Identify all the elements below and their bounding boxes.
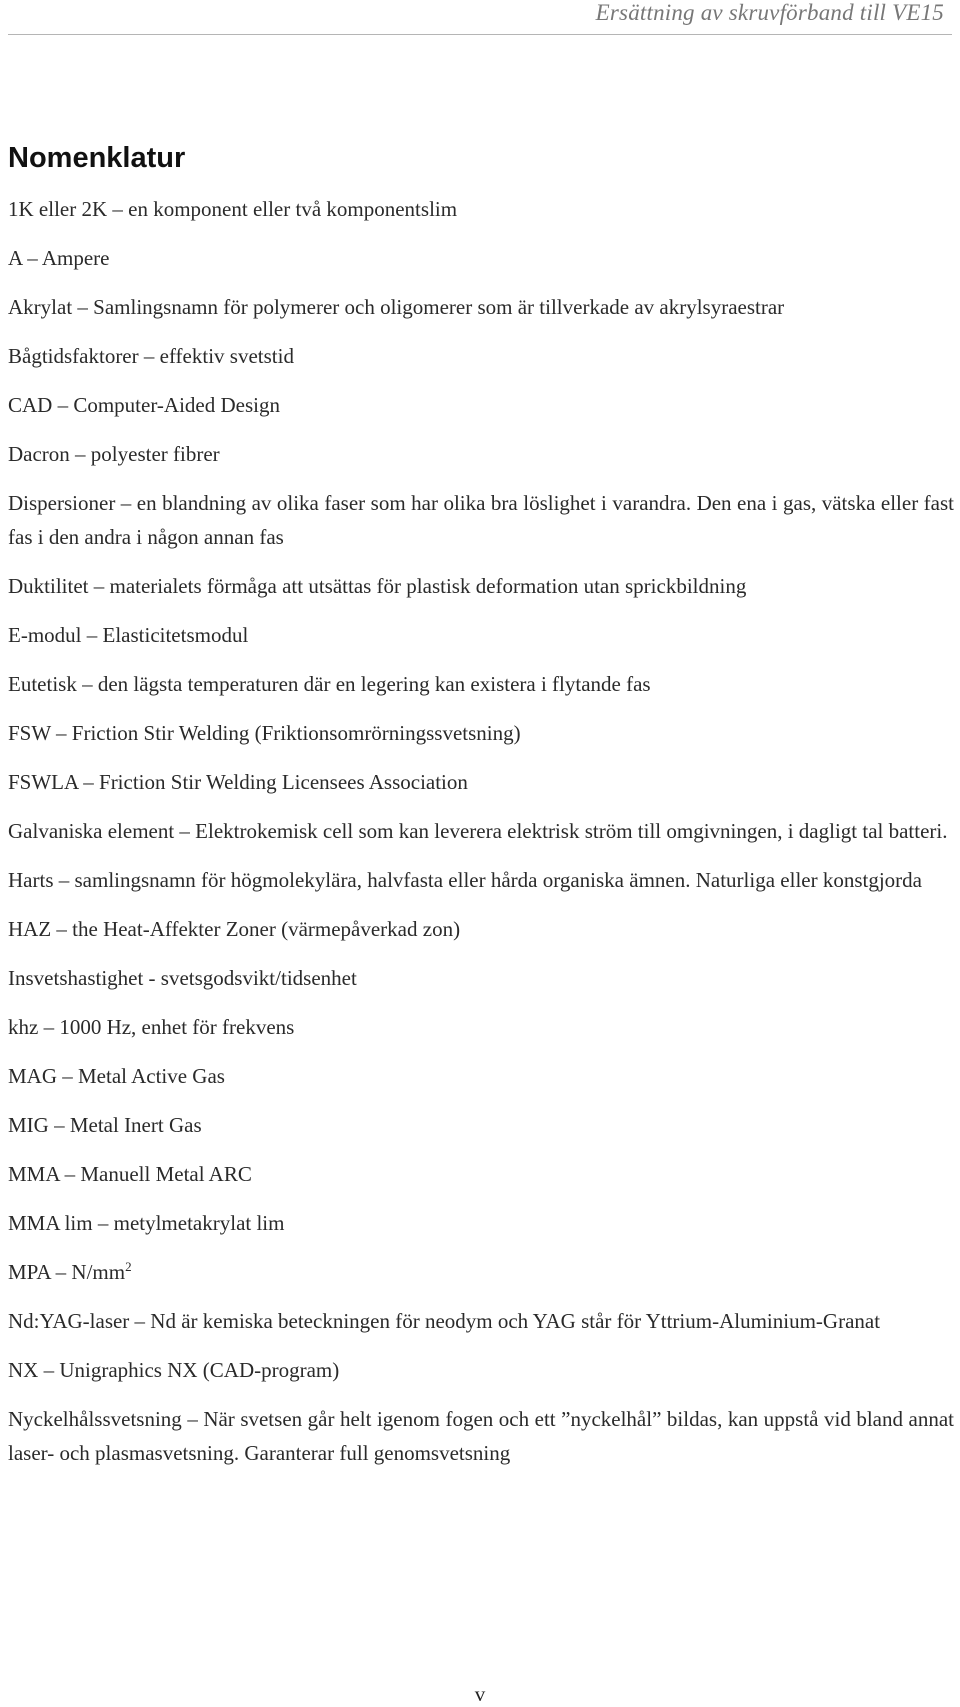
nomenclature-entry: MMA – Manuell Metal ARC: [8, 1162, 252, 1186]
nomenclature-entry: Insvetshastighet - svetsgodsvikt/tidsenhet: [8, 966, 357, 990]
nomenclature-entry: A – Ampere: [8, 246, 110, 270]
nomenclature-entry: FSW – Friction Stir Welding (Friktionsomrörningssvetsning): [8, 721, 521, 745]
nomenclature-entry: HAZ – the Heat-Affekter Zoner (värmepåverkad zon): [8, 917, 461, 941]
nomenclature-entry: E-modul – Elasticitetsmodul: [8, 623, 249, 647]
nomenclature-list: [8, 192, 954, 1485]
nomenclature-entry: MIG – Metal Inert Gas: [8, 1113, 202, 1137]
nomenclature-entry: Nyckelhålssvetsning – När svetsen går helt igenom fogen och ett ”nyckelhål” bildas, kan uppstå vid bland annat laser- och plasmasvetsning. Garanterar full genomsvetsning: [8, 1407, 954, 1465]
nomenclature-entry: Akrylat – Samlingsnamn för polymerer och oligomerer som är tillverkade av akrylsyraestrar: [8, 295, 785, 319]
mpa-entry-text: MPA – N/mm: [8, 1260, 126, 1284]
header-divider: [8, 34, 952, 35]
page-number: v: [474, 1682, 486, 1706]
nomenclature-entry: Duktilitet – materialets förmåga att utsättas för plastisk deformation utan sprickbildning: [8, 574, 747, 598]
section-heading: Nomenklatur: [8, 142, 186, 174]
mpa-exponent: 2: [125, 1259, 132, 1274]
nomenclature-entry: 1K eller 2K – en komponent eller två komponentslim: [8, 197, 458, 221]
nomenclature-entry-mpa: [8, 1255, 954, 1289]
nomenclature-entry: Eutetisk – den lägsta temperaturen där en legering kan existera i flytande fas: [8, 672, 651, 696]
nomenclature-entry: Nd:YAG-laser – Nd är kemiska beteckningen för neodym och YAG står för Yttrium-Aluminium-Granat: [8, 1309, 881, 1333]
nomenclature-entry: MAG – Metal Active Gas: [8, 1064, 225, 1088]
nomenclature-entry: Bågtidsfaktorer – effektiv svetstid: [8, 344, 294, 368]
nomenclature-entry: khz – 1000 Hz, enhet för frekvens: [8, 1015, 295, 1039]
nomenclature-entry: Dispersioner – en blandning av olika faser som har olika bra löslighet i varandra. Den ena i gas, vätska eller fast fas i den andra i någon annan fas: [8, 491, 954, 549]
running-header: Ersättning av skruvförband till VE15: [595, 0, 944, 25]
nomenclature-entry: FSWLA – Friction Stir Welding Licensees Association: [8, 770, 468, 794]
nomenclature-entry: Harts – samlingsnamn för högmolekylära, halvfasta eller hårda organiska ämnen. Naturliga eller konstgjorda: [8, 868, 922, 892]
nomenclature-entry: MMA lim – metylmetakrylat lim: [8, 1211, 285, 1235]
nomenclature-entry: CAD – Computer-Aided Design: [8, 393, 280, 417]
nomenclature-entry: NX – Unigraphics NX (CAD-program): [8, 1358, 340, 1382]
nomenclature-entry: Galvaniska element – Elektrokemisk cell som kan leverera elektrisk ström till omgivningen, i dagligt tal batteri.: [8, 819, 948, 843]
nomenclature-entry: Dacron – polyester fibrer: [8, 442, 220, 466]
